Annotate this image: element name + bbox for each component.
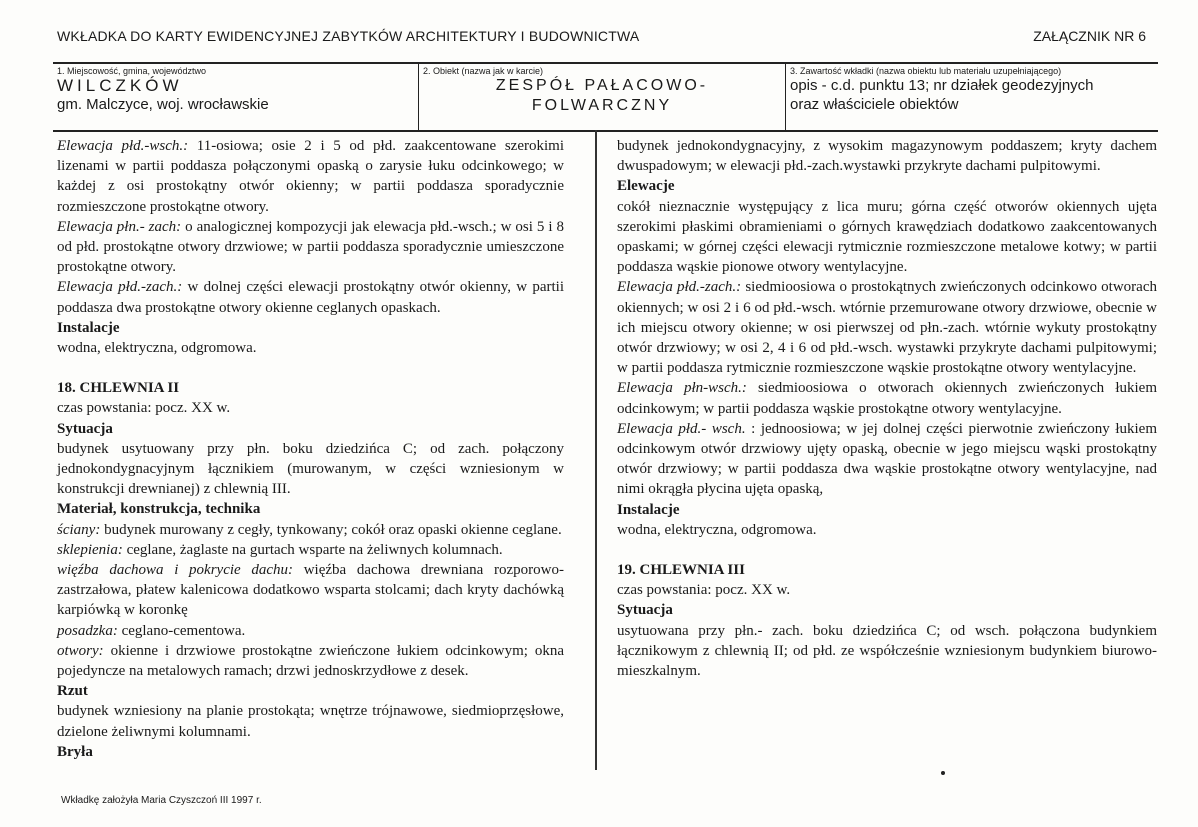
location-detail: gm. Malczyce, woj. wrocławskie [57, 96, 269, 113]
label: Elewacja płd.-zach.: [617, 279, 742, 296]
heading: Instalacje [57, 319, 120, 336]
label: ściany: [57, 521, 101, 538]
paragraph: budynek usytuowany przy płn. boku dziedzińca C; od zach. połączony jednokondygnacyjnym łącznikiem (murowanym, w części wzniesionym w konstrukcji drewnianej) z chlewnią III. [57, 440, 564, 498]
text: siedmioosiowa o otworach okiennych zwieńczonych łukiem odcinkowym; w partii poddasza wąskie prostokątne otwory wentylacyjne. [617, 380, 1157, 417]
location-cell [53, 64, 418, 130]
paragraph: wodna, elektryczna, odgromowa. [57, 340, 257, 357]
label: posadzka: [57, 622, 118, 639]
heading: Elewacje [617, 178, 675, 195]
object-name-line2: FOLWARCZNY [531, 97, 673, 114]
paragraph [57, 540, 564, 560]
object-cell [418, 64, 785, 130]
label: Elewacja płd.-zach.: [57, 279, 183, 296]
label: Elewacja płn.- zach: [57, 218, 182, 235]
text: więźba dachowa drewniana rozporowo-zastrzałowa, płatew kalenicowa dodatkowo wsparta stolcami; dach kryty dachówką karpiówką w koronkę [57, 562, 564, 619]
paragraph: czas powstania: pocz. XX w. [617, 582, 791, 599]
label: Elewacja płd.-wsch.: [57, 138, 189, 154]
paragraph [617, 378, 1157, 418]
heading: Sytuacja [57, 420, 113, 437]
section-heading: 19. CHLEWNIA III [617, 562, 745, 579]
paragraph [617, 419, 1157, 500]
text: ceglano-cementowa. [121, 622, 246, 639]
label: więźba dachowa i pokrycie dachu: [57, 562, 294, 579]
heading: Materiał, konstrukcja, technika [57, 501, 261, 518]
heading: Instalacje [617, 501, 680, 518]
paragraph: czas powstania: pocz. XX w. [57, 400, 231, 417]
location-name: WILCZKÓW [57, 76, 183, 95]
header-box [53, 62, 1158, 132]
object-name-line1: ZESPÓŁ PAŁACOWO- [495, 77, 709, 94]
label: Elewacja płd.- wsch. [617, 420, 746, 437]
text: o analogicznej kompozycji jak elewacja płd.-wsch.; w osi 5 i 8 od płd. prostokątne otwory drzwiowe; w partii poddasza sporadycznie umieszczone prostokątne otwory. [57, 218, 564, 276]
section-heading: 18. CHLEWNIA II [57, 380, 180, 397]
right-column [617, 136, 1157, 681]
text: budynek murowany z cegły, tynkowany; cokół oraz opaski okienne ceglane. [104, 521, 562, 538]
object-caption: 2. Obiekt (nazwa jak w karcie) [423, 66, 544, 76]
content-cell [785, 64, 1158, 130]
paragraph: budynek wzniesiony na planie prostokąta; wnętrze trójnawowe, siedmioprzęsłowe, dzielone żeliwnymi kolumnami. [57, 703, 564, 740]
text: siedmioosiowa o prostokątnych zwieńczonych odcinkowo otworach okiennych; w osi 2 i 6 od płd.-wsch. wtórnie przemurowane otwory drzwiowe, obecnie w ich miejscu otwory okienne; w osi pierwszej od płn.-zach. wtórnie wykuty prostokątny otwór drzwiowy; w osi 2, 4 i 6 od płd.-wsch. wystawki przykryte dachami pulpitowymi; w partii poddasza rytmicznie rozmieszczone wąskie prostokątne otwory wentylacyjne. [617, 279, 1157, 377]
label: sklepienia: [57, 541, 123, 558]
paragraph [57, 560, 564, 621]
paragraph [617, 277, 1157, 378]
text: okienne i drzwiowe prostokątne zwieńczone łukiem odcinkowym; okna pojedyncze na metalowych ramach; drzwi jednoskrzydłowe z desek. [57, 642, 564, 680]
paragraph [57, 621, 564, 641]
content-line1: opis - c.d. punktu 13; nr działek geodezyjnych [790, 77, 1094, 94]
paragraph: wodna, elektryczna, odgromowa. [617, 521, 817, 538]
text: ceglane, żaglaste na gurtach wsparte na żeliwnych kolumnach. [126, 541, 503, 558]
heading: Bryła [57, 743, 93, 760]
paragraph [57, 641, 564, 681]
footer-note: Wkładkę założyła Maria Czyszczoń III 1997 r. [61, 795, 262, 806]
annex-label: ZAŁĄCZNIK NR 6 [1033, 28, 1146, 44]
label: Elewacja płn-wsch.: [617, 380, 747, 397]
paragraph [57, 277, 564, 317]
label: otwory: [57, 642, 104, 659]
heading: Rzut [57, 683, 88, 700]
paragraph [57, 136, 564, 217]
paragraph: usytuowana przy płn.- zach. boku dziedzińca C; od wsch. połączona budynkiem łącznikowym z chlewnią II; od płd. ze współcześnie wzniesionym budynkiem biurowo-mieszkalnym. [617, 622, 1157, 680]
form-title: WKŁADKA DO KARTY EWIDENCYJNEJ ZABYTKÓW ARCHITEKTURY I BUDOWNICTWA [57, 28, 640, 44]
column-divider [595, 130, 597, 770]
text: : jednoosiowa; w jej dolnej części pierwotnie zwieńczony łukiem odcinkowym otwór drzwiowy ujęty opaską, obecnie w jego miejscu wąski prostokątny otwór drzwiowy; w partii poddasza dwa wąskie prostokątne otwory wentylacyjne, nad nimi okrągła płycina ujęta opaską, [617, 420, 1158, 498]
left-column [57, 136, 564, 762]
text: w dolnej części elewacji prostokątny otwór okienny, w partii poddasza dwa prostokątne otwory okienne ceglanych opaskach. [57, 279, 565, 316]
ink-dot [941, 771, 945, 775]
paragraph [57, 520, 564, 540]
paragraph: cokół nieznacznie występujący z lica muru; górna część otworów okiennych ujęta szerokimi płaskimi obramieniami o górnych krawędziach dodatkowo zaakcentowanych opaskami; w górnej części elewacji rytmicznie rozmieszczone metalowe kotwy; w partii poddasza wąskie pionowe otwory wentylacyjne. [617, 198, 1157, 276]
paragraph: budynek jednokondygnacyjny, z wysokim magazynowym poddaszem; kryty dachem dwuspadowym; w elewacji płd.-zach.wystawki przykryte dachami pulpitowymi. [617, 138, 1157, 175]
heading: Sytuacja [617, 602, 673, 619]
content-line2: oraz właściciele obiektów [790, 96, 959, 113]
paragraph [57, 217, 564, 278]
location-caption: 1. Miejscowość, gmina, województwo [57, 66, 207, 76]
text: 11-osiowa; osie 2 i 5 od płd. zaakcentowane szerokimi lizenami w partii poddasza połączonymi opaską o zarysie łuku odcinkowego; w każdej z osi prostokątny otwór okienny; w partii poddasza sporadycznie rozmieszczone prostokątne otwory. [57, 138, 564, 215]
content-caption: 3. Zawartość wkładki (nazwa obiektu lub materiału uzupełniającego) [790, 66, 1062, 76]
